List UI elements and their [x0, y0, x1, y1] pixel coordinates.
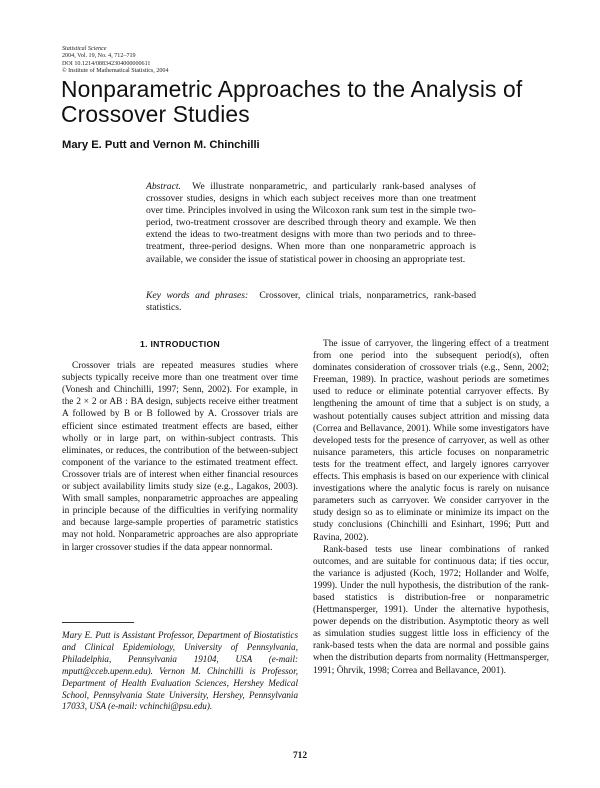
author-list: Mary E. Putt and Vernon M. Chinchilli	[62, 139, 260, 151]
abstract	[146, 181, 476, 266]
author-footnote: Mary E. Putt is Assistant Professor, Department of Biostatistics and Clinical Epidemiology, University of Pennsylvania, Philadelphia, Pennsylvania 19104, USA (e-mail: mputt@cceb.upenn.edu). Vernon M. Chinchilli is Professor, Department of Health Evaluation Sciences, Hershey Medical School, Pennsylvania State University, Hershey, Pennsylvania 17033, USA (e-mail: vchinchi@psu.edu).	[62, 630, 298, 712]
paper-title: Nonparametric Approaches to the Analysis of Crossover Studies	[61, 76, 523, 127]
journal-name: Statistical Science	[62, 46, 107, 52]
right-column	[313, 338, 549, 677]
footnote-rule	[62, 622, 134, 623]
intro-paragraph-2: The issue of carryover, the lingering effect of a treatment from one period into the subsequent period(s), often dominates consideration of crossover trials (e.g., Senn, 2002; Freeman, 1989). In practice, washout periods are sometimes used to reduce or eliminate potential carryover effects. By lengthening the amount of time that a subject is on study, a washout potentially causes subject attrition and missing data (Correa and Bellavance, 2001). While some investigators have developed tests for the presence of carryover, as well as other nuisance parameters, this article focuses on nonparametric tests for the treatment effect, and largely ignores carryover effects. This emphasis is based on our experience with clinical investigations where the analytic focus is rarely on nuisance parameters such as carryover. We consider carryover in the study design so as to eliminate or minimize its impact on the study conclusions (Chinchilli and Esinhart, 1996; Putt and Ravina, 2002).	[313, 339, 549, 543]
keywords	[146, 290, 476, 314]
doi-line: DOI 10.1214/088342304000000611	[62, 60, 151, 67]
keywords-label: Key words and phrases:	[146, 290, 249, 301]
page-number: 712	[292, 751, 308, 761]
volume-line: 2004, Vol. 19, No. 4, 712–719	[62, 53, 136, 60]
intro-paragraph-3: Rank-based tests use linear combinations of ranked outcomes, and are suitable for continuous data; if ties occur, the variance is adjusted (Koch, 1972; Hollander and Wolfe, 1999). Under the null hypothesis, the distribution of the rank-based statistics is distribution-free or nonparametric (Hettmansperger, 1991). Under the alternative hypothesis, power depends on the distribution. Asymptotic theory as well as simulation studies suggest little loss in efficiency of the rank-based tests when the data are normal and possible gains when the distribution departs from normality (Hettmansperger, 1991; Öhrvik, 1998; Correa and Bellavance, 2001).	[313, 544, 549, 676]
keywords-text: Crossover, clinical trials, nonparametrics, rank-based statistics.	[146, 290, 476, 314]
abstract-text: We illustrate nonparametric, and particularly rank-based analyses of crossover studies, designs in which each subject receives more than one treatment over time. Principles involved in using the Wilcoxon rank sum test in the simple two-period, two-treatment crossover are described through theory and example. We then extend the ideas to two-treatment designs with more than two periods and to three-treatment, three-period designs. When more than one nonparametric approach is available, we consider the issue of statistical power in choosing an appropriate test.	[146, 181, 477, 265]
section-heading: 1. INTRODUCTION	[140, 339, 220, 349]
abstract-label: Abstract.	[146, 181, 181, 192]
copyright-line: © Institute of Mathematical Statistics, 2004	[62, 67, 169, 74]
journal-header	[62, 46, 169, 75]
left-column	[62, 338, 298, 554]
intro-paragraph-1: Crossover trials are repeated measures studies where subjects typically receive more than one treatment over time (Vonesh and Chinchilli, 1997; Senn, 2002). For example, in the 2 × 2 or AB : BA design, subjects receive either treatment A followed by B or B followed by A. Crossover trials are efficient since estimated treatment effects are based, either wholly or in large part, on within-subject contrasts. This eliminates, or reduces, the contribution of the between-subject component of the variance to the estimated treatment effect. Crossover trials are of interest when either financial resources or subject availability limits study size (e.g., Lagakos, 2003). With small samples, nonparametric approaches are appealing in principle because of the difficulties in verifying normality and because large-sample properties of parametric statistics may not hold. Nonparametric approaches are also appropriate in larger crossover studies if the data appear nonnormal.	[62, 361, 298, 553]
